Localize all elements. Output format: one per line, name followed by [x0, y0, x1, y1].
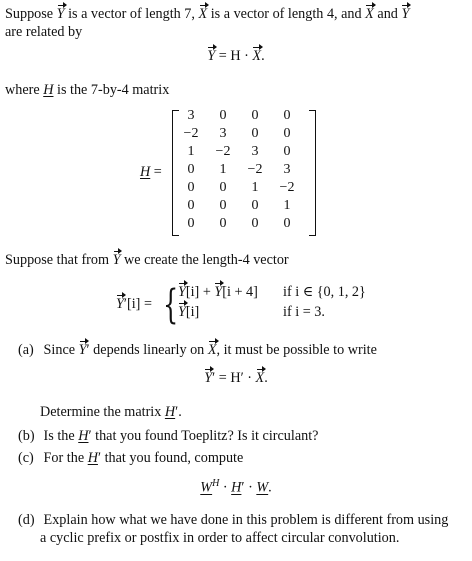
- part-a-equation: Y′ = H′ · X.: [204, 370, 268, 386]
- part-c-equation: $W^H \cdot H' \cdot W$.: [200, 478, 272, 496]
- matrix-cell: 0: [283, 126, 291, 142]
- matrix-cell: 0: [251, 108, 259, 124]
- part-d-line-2: a cyclic prefix or postfix in order to affect circular convolution.: [40, 530, 400, 546]
- equation-y-equals-hx: Y = H · X.: [207, 48, 265, 64]
- matrix-row: [175, 125, 303, 143]
- part-c: (c) For the H′ that you found, compute: [18, 450, 244, 466]
- matrix-row: [175, 197, 303, 215]
- matrix-cell: 0: [283, 144, 291, 160]
- matrix-cell: 0: [187, 162, 195, 178]
- matrix-cell: 0: [187, 216, 195, 232]
- matrix-row: [175, 161, 303, 179]
- suppose-line: Suppose that from Y we create the length-4 vector: [5, 252, 289, 268]
- part-a: (a) Since Y′ depends linearly on X, it must be possible to write: [18, 342, 377, 358]
- matrix-cell: 3: [251, 144, 259, 160]
- matrix-cell: 0: [219, 108, 227, 124]
- matrix-row: [175, 215, 303, 233]
- matrix-cell: 0: [219, 216, 227, 232]
- matrix-cell: 0: [187, 198, 195, 214]
- matrix-label: H =: [140, 164, 162, 180]
- matrix-cell: 3: [187, 108, 195, 124]
- matrix-cell: 3: [219, 126, 227, 142]
- matrix-cell: 0: [219, 198, 227, 214]
- piecewise-cond-2: if i = 3.: [283, 304, 325, 320]
- matrix-cell: 0: [251, 216, 259, 232]
- matrix-cell: 0: [283, 108, 291, 124]
- piecewise-case-1: Y[i] + Y[i + 4]: [178, 284, 258, 300]
- matrix-cell: 1: [283, 198, 291, 214]
- matrix-cell: −2: [215, 144, 231, 160]
- matrix-cell: 3: [283, 162, 291, 178]
- matrix-cell: 1: [187, 144, 195, 160]
- part-d-line-1: (d) Explain how what we have done in this problem is different from using: [18, 512, 449, 528]
- piecewise-brace: {: [163, 282, 179, 328]
- matrix-cell: −2: [247, 162, 263, 178]
- where-line: where H is the 7-by-4 matrix: [5, 82, 170, 98]
- matrix-cell: 0: [187, 180, 195, 196]
- intro-line-2: are related by: [5, 24, 83, 40]
- matrix-row: [175, 107, 303, 125]
- matrix-cell: 0: [251, 198, 259, 214]
- matrix-cell: −2: [279, 180, 295, 196]
- matrix-h: [175, 107, 303, 233]
- matrix-right-bracket: [309, 110, 316, 236]
- matrix-cell: 0: [283, 216, 291, 232]
- matrix-row: [175, 179, 303, 197]
- matrix-cell: 0: [251, 126, 259, 142]
- intro-line-1: Suppose Y is a vector of length 7, X is a vector of length 4, and X and Y: [5, 6, 410, 22]
- matrix-row: [175, 143, 303, 161]
- matrix-cell: 1: [219, 162, 227, 178]
- matrix-cell: 0: [219, 180, 227, 196]
- piecewise-lhs: Y′[i] =: [116, 296, 152, 312]
- matrix-cell: −2: [183, 126, 199, 142]
- piecewise-cond-1: if i ∈ {0, 1, 2}: [283, 284, 366, 300]
- matrix-cell: 1: [251, 180, 259, 196]
- part-b: (b) Is the H′ that you found Toeplitz? Is it circulant?: [18, 428, 319, 444]
- piecewise-case-2: Y[i]: [178, 304, 200, 320]
- part-a-determine: Determine the matrix H′.: [40, 404, 182, 420]
